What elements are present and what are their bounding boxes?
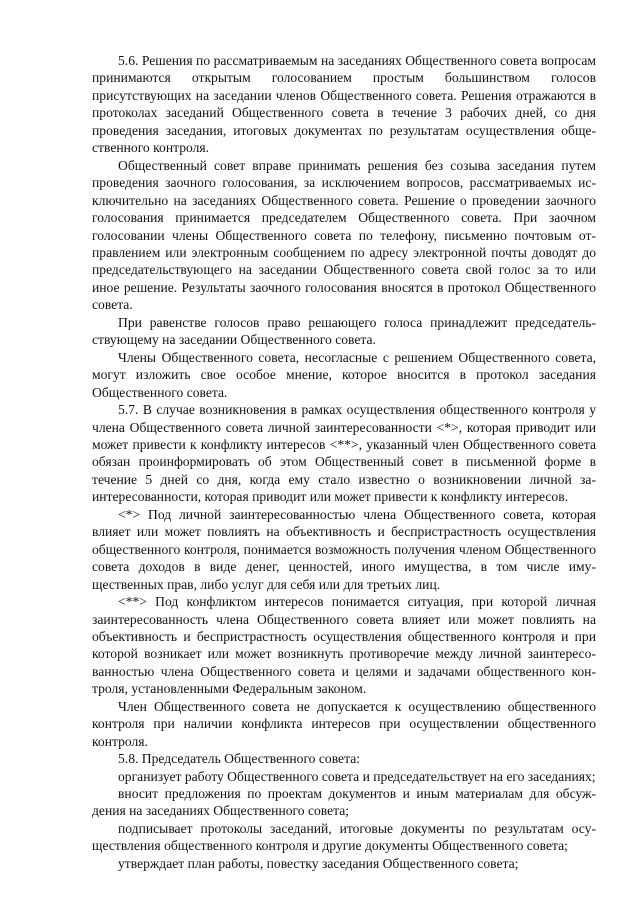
paragraph-absentee-voting: Общественный совет вправе принимать решения без созыва заседания путем проведения заочного голосования, за исключением вопросов, рассматриваемых исключительно на заседаниях Общественного совета. Решение о проведении заочного голосования принимается председателем Общественного совета. При заочном голосовании члены Общественного совета по телефону, письменно почтовым отправлением или электронным сообщением по адресу электронной почты доводят до председательствующего на заседании Общественного совета свой голос за то или иное решение. Результаты заочного голосования вносятся в протокол Общественного совета. (92, 157, 596, 313)
list-item-organizes-work: организует работу Общественного совета и председательствует на его заседаниях; (118, 768, 596, 784)
paragraph-tie-vote: При равенстве голосов право решающего голоса принадлежит председательствующему на заседании Общественного совета. (92, 314, 596, 348)
paragraph-conflict-exclusion: Член Общественного совета не допускается к осуществлению общественного контроля при наличии конфликта интересов при осуществлении общественного контроля. (92, 698, 596, 749)
paragraph-5-8: 5.8. Председатель Общественного совета: (118, 751, 360, 767)
document-page (92, 52, 596, 872)
paragraph-5-7: 5.7. В случае возникновения в рамках осуществления общественного контроля у члена Общественного совета личной заинтересованности <*>, которая приводит или может привести к конфликту интересов <**>, указанный член Общественного совета обязан проинформировать об этом Общественный совет в письменной форме в течение 5 дней со дня, когда ему стало известно о возникновении личной заинтересованности, которая приводит или может привести к конфликту интересов. (92, 402, 596, 505)
list-item-submits-proposals: вносит предложения по проектам документов и иным материалам для обсуждения на заседаниях Общественного совета; (92, 786, 596, 819)
footnote-personal-interest: <*> Под личной заинтересованностью члена Общественного совета, которая влияет или может повлиять на объективность и беспристрастность осуществления общественного контроля, понимается возможность получения членом Общественного совета доходов в виде денег, ценностей, иного имущества, в том числе имущественных прав, либо услуг для себя или для третьих лиц. (92, 506, 596, 592)
footnote-conflict-of-interest: <**> Под конфликтом интересов понимается ситуация, при которой личная заинтересованность члена Общественного совета влияет или может повлиять на объективность и беспристрастность осуществления общественного контроля и при которой возникает или может возникнуть противоречие между личной заинтересованностью члена Общественного совета и целями и задачами общественного контроля, установленными Федеральным законом. (92, 594, 596, 697)
paragraph-dissenting-opinion: Члены Общественного совета, несогласные с решением Общественного совета, могут изложить свое особое мнение, которое вносится в протокол заседания Общественного совета. (92, 349, 596, 400)
paragraph-5-6: 5.6. Решения по рассматриваемым на заседаниях Общественного совета вопросам принимаются открытым голосованием простым большинством голосов присутствующих на заседании членов Общественного совета. Решения отражаются в протоколах заседаний Общественного совета в течение 3 рабочих дней, со дня проведения заседания, итоговых документах по результатам осуществления общественного контроля. (92, 53, 596, 156)
list-item-approves-plan: утверждает план работы, повестку заседания Общественного совета; (118, 855, 519, 871)
list-item-signs-protocols: подписывает протоколы заседаний, итоговые документы по результатам осуществления общественного контроля и другие документы Общественного совета; (92, 820, 596, 854)
